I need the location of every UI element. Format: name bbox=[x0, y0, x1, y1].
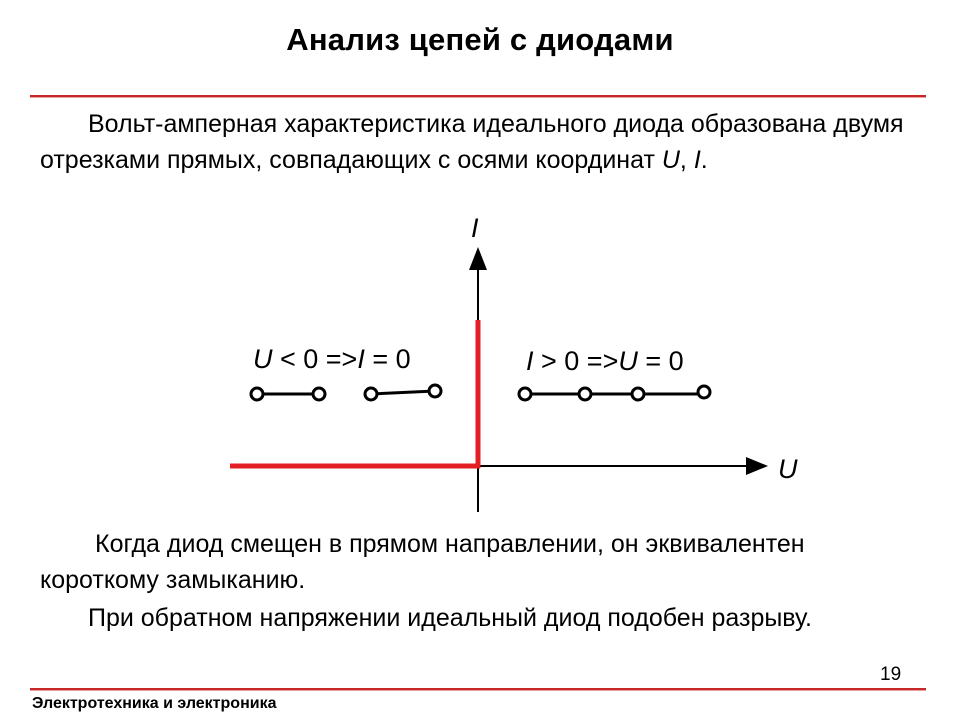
horizontal-axis-label: U bbox=[778, 454, 798, 484]
right-condition-label: I > 0 =>U = 0 bbox=[526, 346, 684, 376]
intro-u-symbol: U bbox=[661, 146, 680, 174]
page-number: 19 bbox=[880, 664, 902, 685]
intro-i-symbol: I bbox=[693, 146, 701, 174]
left-condition-label: U < 0 =>I = 0 bbox=[253, 344, 411, 374]
vertical-axis-label: I bbox=[471, 213, 479, 243]
footer-course-title: Электротехника и электроника bbox=[32, 695, 277, 712]
intro-period: . bbox=[700, 146, 708, 174]
forward-bias-paragraph: Когда диод смещен в прямом направлении, он эквивалентен короткому замыканию. bbox=[40, 530, 805, 594]
intro-separator: , bbox=[679, 146, 694, 174]
footer-divider bbox=[30, 688, 926, 691]
closed-switch-symbol bbox=[519, 386, 710, 400]
open-switch-symbol bbox=[251, 385, 441, 400]
intro-text: Вольт-амперная характеристика идеального диода образована двумя отрезками прямых, совпадающих с осями координат bbox=[40, 110, 904, 174]
horizontal-axis-arrowhead bbox=[746, 457, 768, 475]
reverse-bias-paragraph: При обратном напряжении идеальный диод подобен разрыву. bbox=[88, 604, 812, 632]
slide-title: Анализ цепей с диодами bbox=[286, 22, 674, 57]
vertical-axis-arrowhead bbox=[469, 247, 487, 270]
